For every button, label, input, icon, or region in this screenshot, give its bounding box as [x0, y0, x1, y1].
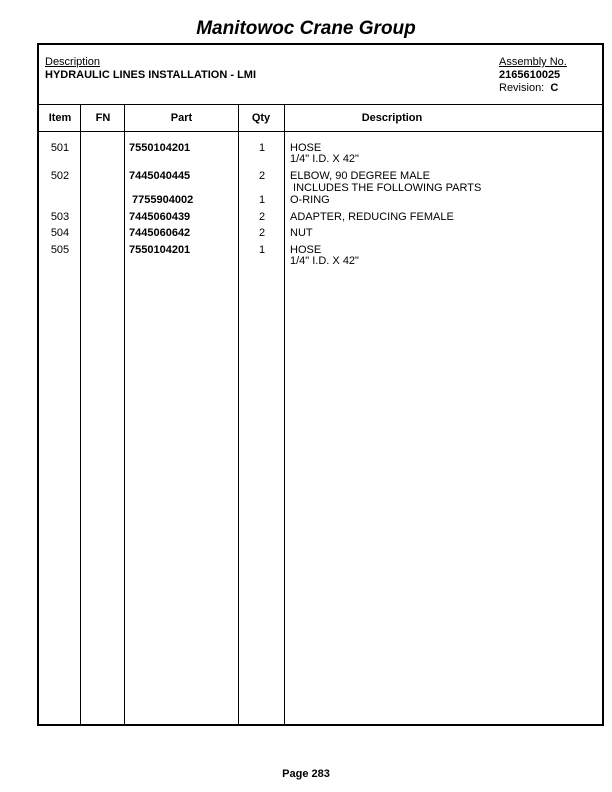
row-qty: 1 — [258, 244, 266, 256]
revision-label: Revision: — [499, 82, 545, 94]
row-item: 502 — [50, 170, 70, 182]
row-part: 7445060642 — [129, 227, 191, 239]
row-description: 1/4" I.D. X 42" — [290, 153, 359, 165]
row-part: 7445060439 — [129, 211, 191, 223]
row-part: 7550104201 — [129, 142, 191, 154]
row-item: 503 — [50, 211, 70, 223]
row-qty: 1 — [258, 194, 266, 206]
row-item: 504 — [50, 227, 70, 239]
row-description: HOSE — [290, 244, 322, 256]
row-part: 7445040445 — [129, 170, 191, 182]
row-description: HOSE — [290, 142, 322, 154]
column-header-description: Description — [361, 112, 423, 124]
assembly-header — [39, 45, 602, 105]
column-header-part: Part — [170, 112, 193, 124]
row-description: NUT — [290, 227, 313, 239]
column-divider — [124, 104, 125, 724]
column-header-item: Item — [48, 112, 72, 124]
company-title: Manitowoc Crane Group — [196, 18, 416, 39]
row-part: 7755904002 — [129, 194, 194, 206]
assembly-label: Assembly No. — [499, 56, 567, 68]
row-qty: 2 — [258, 211, 266, 223]
revision-value: C — [550, 82, 559, 94]
description-label: Description — [45, 56, 101, 68]
row-qty: 2 — [258, 227, 266, 239]
row-description: 1/4" I.D. X 42" — [290, 255, 359, 267]
row-part: 7550104201 — [129, 244, 191, 256]
assembly-number: 2165610025 — [499, 69, 561, 81]
row-item: 501 — [50, 142, 70, 154]
assembly-description: HYDRAULIC LINES INSTALLATION - LMI — [45, 69, 257, 81]
row-description: ELBOW, 90 DEGREE MALE — [290, 170, 430, 182]
row-item: 505 — [50, 244, 70, 256]
parts-table — [37, 43, 604, 726]
column-header-qty: Qty — [251, 112, 271, 124]
row-description: ADAPTER, REDUCING FEMALE — [290, 211, 454, 223]
row-description: INCLUDES THE FOLLOWING PARTS — [290, 182, 482, 194]
page-number: Page 283 — [282, 768, 330, 780]
row-description: O-RING — [290, 194, 330, 206]
row-qty: 1 — [258, 142, 266, 154]
row-qty: 2 — [258, 170, 266, 182]
column-header-fn: FN — [95, 112, 111, 124]
revision — [499, 82, 558, 94]
column-divider — [80, 104, 81, 724]
